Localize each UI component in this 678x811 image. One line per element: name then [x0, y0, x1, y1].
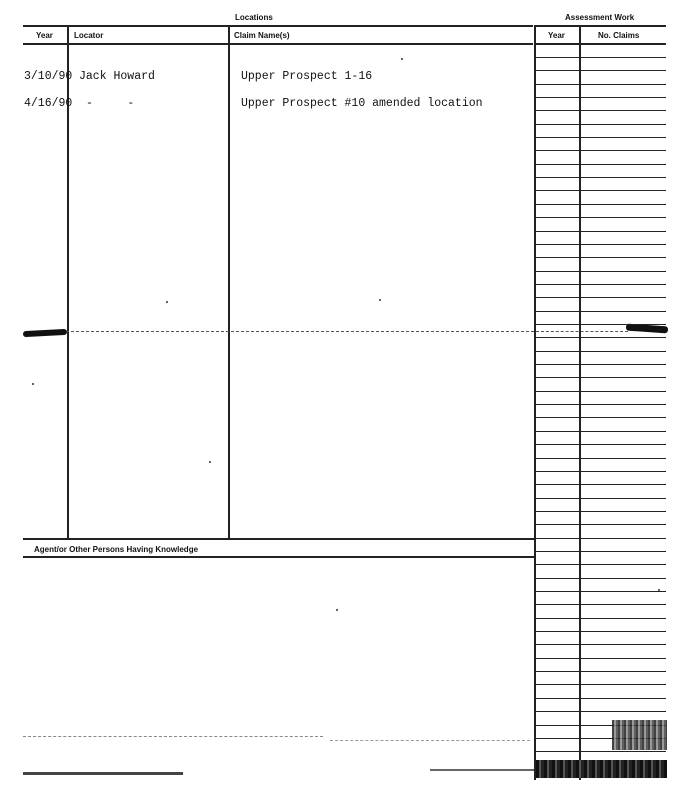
scan-noise-strip [23, 772, 183, 775]
assessment-work-heading: Assessment Work [565, 13, 635, 22]
assessment-rule-line [536, 284, 666, 285]
divider-assessment-year-claims [579, 25, 581, 780]
assessment-rule-line [536, 484, 666, 485]
assessment-rule-line [536, 564, 666, 565]
scan-noise-line [330, 740, 530, 742]
assessment-rule-line [536, 658, 666, 659]
assessment-rule-line [536, 604, 666, 605]
assessment-rule-line [536, 124, 666, 125]
locations-bottom-rule [23, 538, 534, 540]
fold-line-right [536, 331, 628, 333]
assessment-rule-line [536, 364, 666, 365]
assessment-rule-line [536, 164, 666, 165]
assessment-rule-line [536, 391, 666, 392]
assessment-rule-line [536, 751, 666, 752]
assessment-rule-line [536, 150, 666, 151]
entry-claim-name: Upper Prospect 1-16 [241, 70, 373, 83]
agent-underline [23, 556, 534, 558]
assessment-rule-line [536, 671, 666, 672]
assessment-rule-line [536, 698, 666, 699]
binding-mark-right [626, 324, 668, 334]
assessment-rule-line [536, 231, 666, 232]
locations-heading: Locations [235, 13, 273, 22]
entry-date: 4/16/90 [24, 97, 73, 110]
assessment-rule-line [536, 431, 666, 432]
assessment-rule-line [536, 57, 666, 58]
assessment-rule-line [536, 110, 666, 111]
scan-speck [336, 609, 338, 611]
assessment-rule-line [536, 404, 666, 405]
assessment-rule-line [536, 417, 666, 418]
assessment-rule-line [536, 337, 666, 338]
assessment-rule-line [536, 311, 666, 312]
column-header-assessment-claims: No. Claims [598, 31, 640, 40]
column-header-assessment-year: Year [548, 31, 565, 40]
scan-speck [32, 383, 34, 385]
divider-claims-assessment [534, 25, 536, 780]
column-header-year: Year [36, 31, 53, 40]
top-rule-locations [23, 25, 533, 27]
assessment-rule-line [536, 217, 666, 218]
assessment-rule-line [536, 711, 666, 712]
assessment-rule-line [536, 538, 666, 539]
header-underline-assessment [536, 43, 666, 45]
divider-locator-claims [228, 25, 230, 538]
assessment-rule-line [536, 324, 666, 325]
top-rule-assessment [536, 25, 666, 27]
assessment-rule-line [536, 84, 666, 85]
assessment-rule-line [536, 97, 666, 98]
scan-noise-block [612, 720, 667, 750]
scan-speck [209, 461, 211, 463]
entry-locator: Jack Howard [79, 70, 155, 83]
entry-locator: - - [86, 97, 135, 110]
assessment-rule-line [536, 244, 666, 245]
assessment-rule-line [536, 204, 666, 205]
assessment-rule-line [536, 551, 666, 552]
scan-speck [401, 58, 403, 60]
entry-date: 3/10/90 [24, 70, 73, 83]
assessment-rule-line [536, 297, 666, 298]
assessment-rule-line [536, 70, 666, 71]
scan-noise-block [536, 760, 667, 778]
assessment-rule-line [536, 351, 666, 352]
assessment-rule-line [536, 377, 666, 378]
assessment-rule-line [536, 511, 666, 512]
assessment-rule-line [536, 578, 666, 579]
assessment-rule-line [536, 177, 666, 178]
assessment-rule-line [536, 471, 666, 472]
assessment-rule-line [536, 444, 666, 445]
scan-speck [658, 589, 660, 591]
column-header-locator: Locator [74, 31, 104, 40]
assessment-rule-line [536, 524, 666, 525]
assessment-rule-line [536, 271, 666, 272]
scan-speck [379, 299, 381, 301]
binding-mark-left [23, 329, 67, 337]
scan-speck [166, 301, 168, 303]
entry-claim-name: Upper Prospect #10 amended location [241, 97, 483, 110]
assessment-rule-line [536, 190, 666, 191]
assessment-rule-line [536, 644, 666, 645]
assessment-rule-line [536, 591, 666, 592]
scan-noise-line [23, 736, 323, 738]
assessment-rule-line [536, 257, 666, 258]
assessment-rule-line [536, 631, 666, 632]
scan-noise-strip [430, 769, 534, 771]
assessment-rule-line [536, 498, 666, 499]
fold-line-left [66, 331, 534, 333]
assessment-rule-line [536, 458, 666, 459]
agent-label: Agent/or Other Persons Having Knowledge [34, 545, 199, 554]
assessment-rule-line [536, 684, 666, 685]
header-underline-locations [23, 43, 533, 45]
assessment-rule-line [536, 137, 666, 138]
column-header-claim-names: Claim Name(s) [234, 31, 290, 40]
assessment-rule-line [536, 618, 666, 619]
